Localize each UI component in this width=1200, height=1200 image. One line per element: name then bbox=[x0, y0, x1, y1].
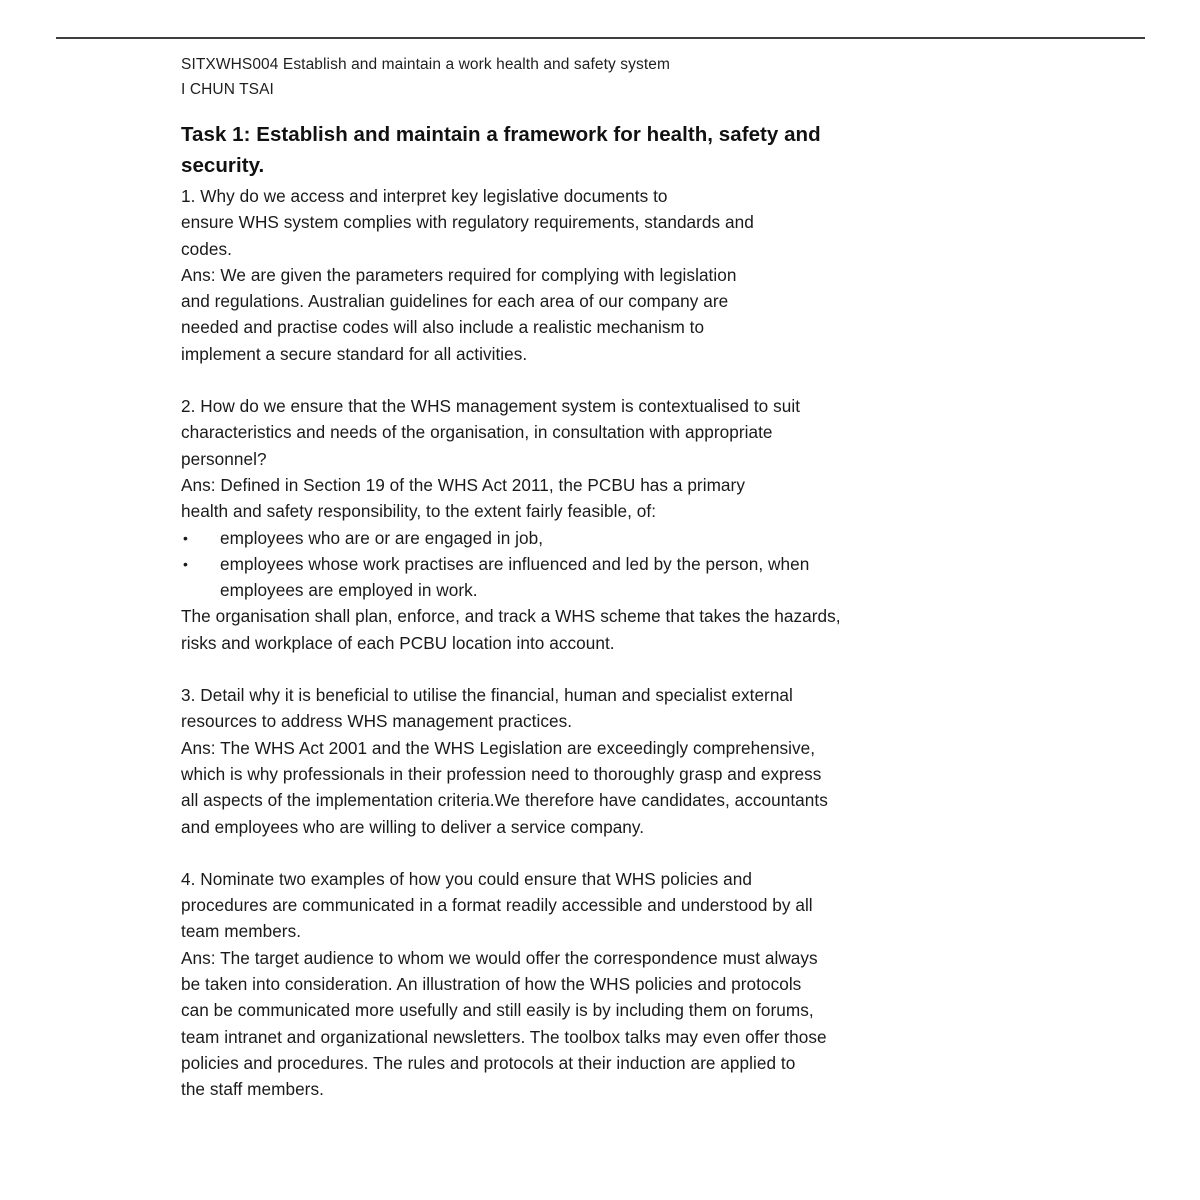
task-heading-line: security. bbox=[181, 154, 265, 177]
text-line: risks and workplace of each PCBU location into account. bbox=[181, 632, 615, 653]
text-line: be taken into consideration. An illustration of how the WHS policies and protocols bbox=[181, 974, 802, 995]
text-line: team members. bbox=[181, 921, 302, 942]
bullet-icon: • bbox=[183, 529, 188, 546]
answer-text bbox=[181, 945, 1023, 1103]
answer-text bbox=[181, 472, 1023, 525]
bullet-icon: • bbox=[183, 555, 188, 572]
text-line: needed and practise codes will also include a realistic mechanism to bbox=[181, 317, 705, 338]
text-line: all aspects of the implementation criteria.We therefore have candidates, accountants bbox=[181, 790, 828, 811]
question-text bbox=[181, 393, 1023, 472]
text-line: 2. How do we ensure that the WHS management system is contextualised to suit bbox=[181, 396, 801, 417]
text-line: policies and procedures. The rules and protocols at their induction are applied to bbox=[181, 1052, 796, 1073]
text-line: and employees who are willing to deliver a service company. bbox=[181, 816, 645, 837]
course-code-title: SITXWHS004 Establish and maintain a work health and safety system bbox=[181, 56, 670, 73]
text-line: and regulations. Australian guidelines for each area of our company are bbox=[181, 291, 729, 312]
closing-text bbox=[181, 603, 1023, 656]
header-divider-rule bbox=[56, 37, 1145, 39]
text-line: Ans: The WHS Act 2001 and the WHS Legislation are exceedingly comprehensive, bbox=[181, 737, 816, 758]
text-line: the staff members. bbox=[181, 1079, 324, 1100]
document-meta bbox=[181, 52, 1023, 102]
text-line: The organisation shall plan, enforce, and track a WHS scheme that takes the hazards, bbox=[181, 606, 841, 627]
text-line: which is why professionals in their profession need to thoroughly grasp and express bbox=[181, 763, 822, 784]
text-line: team intranet and organizational newsletters. The toolbox talks may even offer those bbox=[181, 1026, 827, 1047]
answer-text bbox=[181, 262, 1023, 367]
answer-text bbox=[181, 735, 1023, 840]
text-line: 1. Why do we access and interpret key legislative documents to bbox=[181, 186, 668, 206]
text-line: 3. Detail why it is beneficial to utilise the financial, human and specialist external bbox=[181, 685, 793, 706]
text-line: employees who are or are engaged in job, bbox=[220, 527, 544, 548]
text-line: resources to address WHS management practices. bbox=[181, 711, 573, 732]
text-line: employees whose work practises are influenced and led by the person, when bbox=[220, 553, 810, 574]
text-line: Ans: We are given the parameters required for complying with legislation bbox=[181, 264, 737, 285]
text-line: personnel? bbox=[181, 448, 267, 469]
document-content bbox=[181, 52, 1023, 1103]
text-line: health and safety responsibility, to the extent fairly feasible, of: bbox=[181, 501, 657, 522]
text-line: ensure WHS system complies with regulatory requirements, standards and bbox=[181, 212, 754, 233]
text-line: implement a secure standard for all activities. bbox=[181, 343, 528, 364]
text-line: Ans: The target audience to whom we would offer the correspondence must always bbox=[181, 947, 818, 968]
question-block bbox=[181, 866, 1023, 1103]
question-block bbox=[181, 393, 1023, 656]
student-name: I CHUN TSAI bbox=[181, 81, 274, 98]
page-title bbox=[181, 119, 1023, 181]
bullet-list bbox=[181, 525, 1023, 604]
text-line: procedures are communicated in a format readily accessible and understood by all bbox=[181, 895, 813, 916]
text-line: can be communicated more usefully and still easily is by including them on forums, bbox=[181, 1000, 814, 1021]
question-block bbox=[181, 682, 1023, 840]
text-line: 4. Nominate two examples of how you could ensure that WHS policies and bbox=[181, 868, 752, 889]
question-text bbox=[181, 183, 1023, 262]
question-text bbox=[181, 682, 1023, 735]
question-block bbox=[181, 183, 1023, 367]
list-item bbox=[181, 551, 1023, 604]
text-line: employees are employed in work. bbox=[220, 580, 478, 601]
questions-list bbox=[181, 183, 1023, 1103]
task-heading-line: Task 1: Establish and maintain a framework for health, safety and bbox=[181, 123, 821, 146]
text-line: characteristics and needs of the organisation, in consultation with appropriate bbox=[181, 422, 773, 443]
list-item bbox=[181, 525, 1023, 551]
text-line: Ans: Defined in Section 19 of the WHS Act 2011, the PCBU has a primary bbox=[181, 474, 745, 495]
text-line: codes. bbox=[181, 238, 232, 259]
question-text bbox=[181, 866, 1023, 945]
